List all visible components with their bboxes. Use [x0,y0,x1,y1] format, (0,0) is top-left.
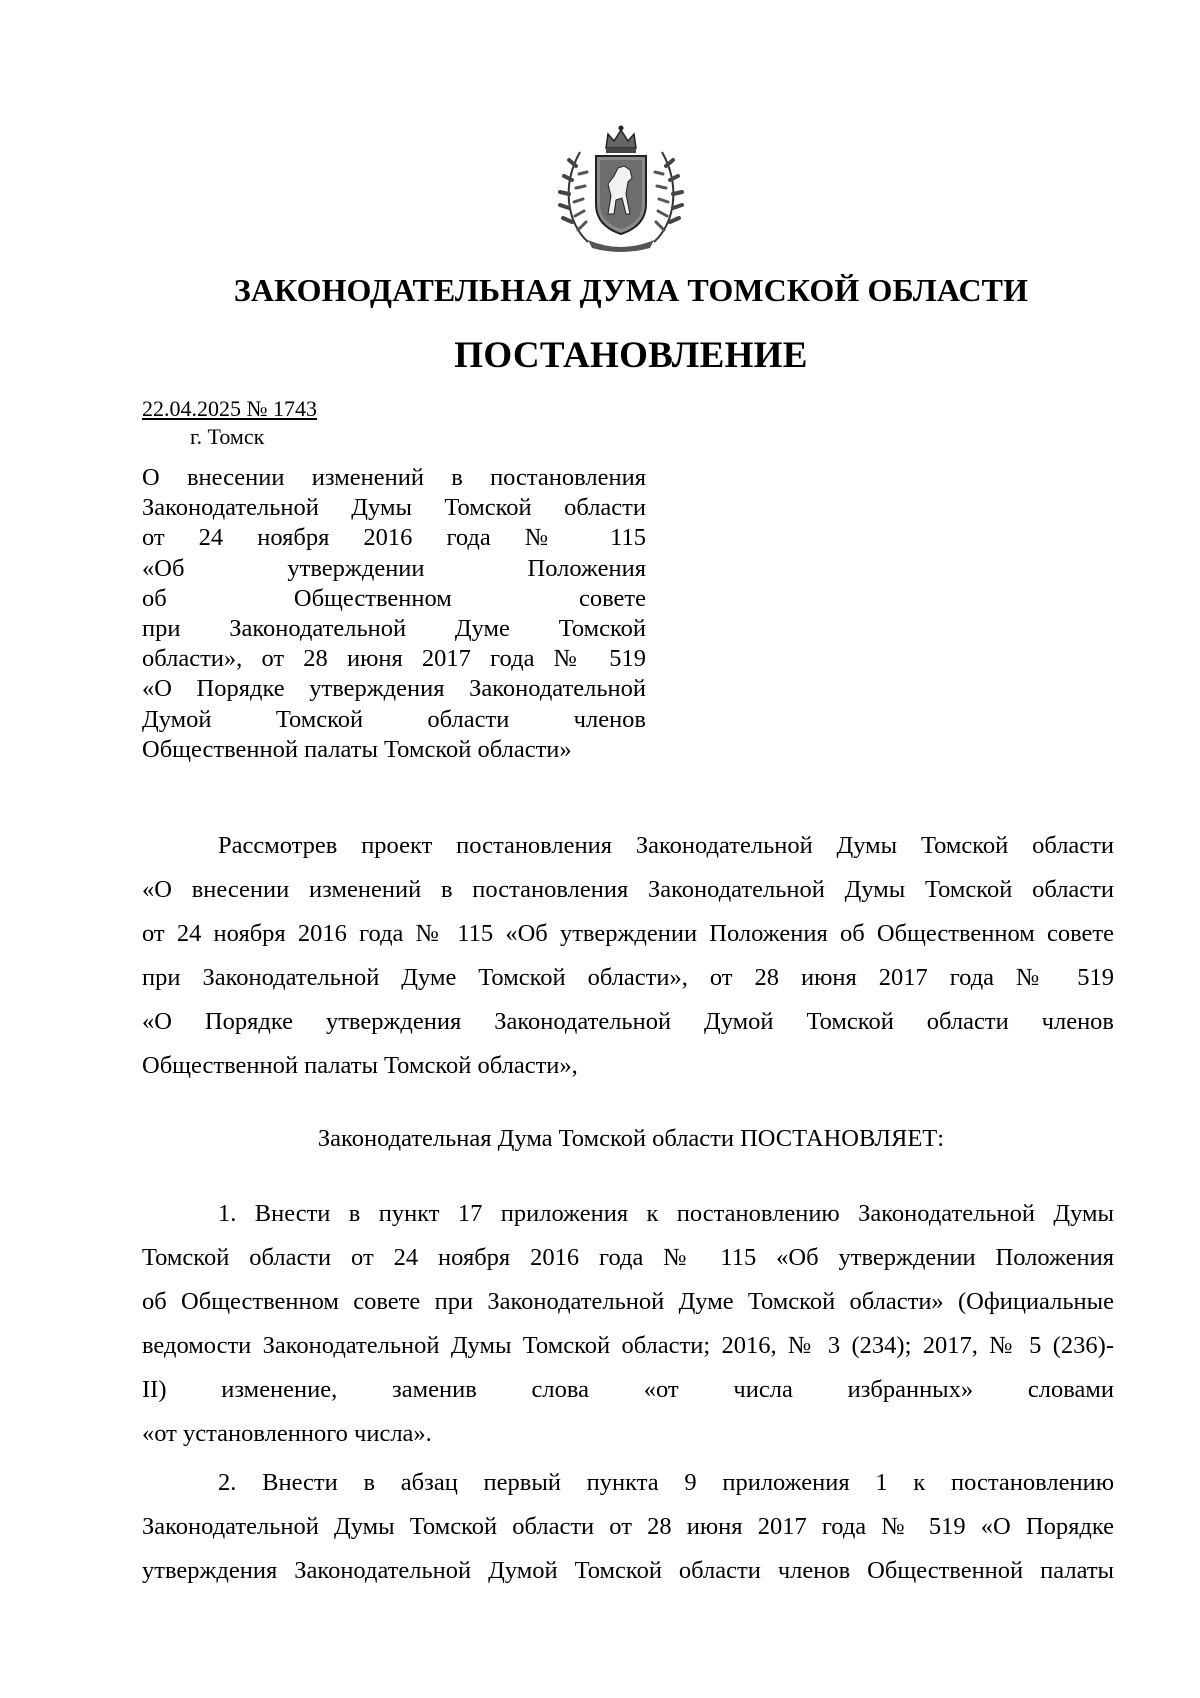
item-line: ведомости Законодательной Думы Томской области; 2016, № 3 (234); 2017, № 5 (236)- [142,1331,1114,1359]
item-line: утверждения Законодательной Думой Томской области членов Общественной палаты [142,1557,1114,1585]
subject-line: Думой Томской области членов [142,705,646,733]
coat-of-arms-icon [558,122,684,254]
preamble-line: при Законодательной Думе Томской области», от 28 июня 2017 года № 519 [142,963,1114,991]
item-line: 1. Внести в пункт 17 приложения к постановлению Законодательной Думы [218,1200,1114,1227]
subject-line: О внесении изменений в постановления [142,464,646,491]
resolution-items [142,1192,1114,1593]
subject-line: Законодательной Думы Томской области [142,494,646,522]
item-line: Законодательной Думы Томской области от 28 июня 2017 года № 519 «О Порядке [142,1513,1114,1541]
subject-line: от 24 ноября 2016 года № 115 [142,524,646,552]
preamble-line: Общественной палаты Томской области», [142,1051,578,1079]
item-line: Томской области от 24 ноября 2016 года № 115 «Об утверждении Положения [142,1243,1114,1271]
resolution-item-2 [142,1461,1114,1593]
preamble-line: от 24 ноября 2016 года № 115 «Об утверждении Положения об Общественном совете [142,919,1114,947]
subject-line: при Законодательной Думе Томской [142,615,646,643]
item-line: об Общественном совете при Законодательной Думе Томской области» (Официальные [142,1287,1114,1315]
preamble-line: «О внесении изменений в постановления Законодательной Думы Томской области [142,875,1114,903]
subject-line: об Общественном совете [142,584,646,612]
subject-line: «О Порядке утверждения Законодательной [142,675,646,703]
subject-line: области», от 28 июня 2017 года № 519 [142,645,646,673]
item-line: II) изменение, заменив слова «от числа избранных» словами [142,1375,1114,1403]
document-type: ПОСТАНОВЛЕНИЕ [454,335,808,376]
subject-line: Общественной палаты Томской области» [142,735,572,763]
decree-statement: Законодательная Дума Томской области ПОСТАНОВЛЯЕТ: [317,1125,945,1152]
preamble-line: Рассмотрев проект постановления Законодательной Думы Томской области [218,832,1114,859]
item-line: 2. Внести в абзац первый пункта 9 приложения 1 к постановлению [218,1469,1114,1497]
preamble-line: «О Порядке утверждения Законодательной Думой Томской области членов [142,1007,1114,1035]
preamble-paragraph [142,824,1114,1087]
item-line: «от установленного числа». [142,1419,432,1447]
document-subject [142,463,646,765]
document-date-number: 22.04.2025 № 1743 [142,396,317,421]
document-city: г. Томск [190,424,265,449]
organization-title: ЗАКОНОДАТЕЛЬНАЯ ДУМА ТОМСКОЙ ОБЛАСТИ [233,272,1029,308]
resolution-item-1 [142,1192,1114,1455]
subject-line: «Об утверждении Положения [142,554,646,582]
